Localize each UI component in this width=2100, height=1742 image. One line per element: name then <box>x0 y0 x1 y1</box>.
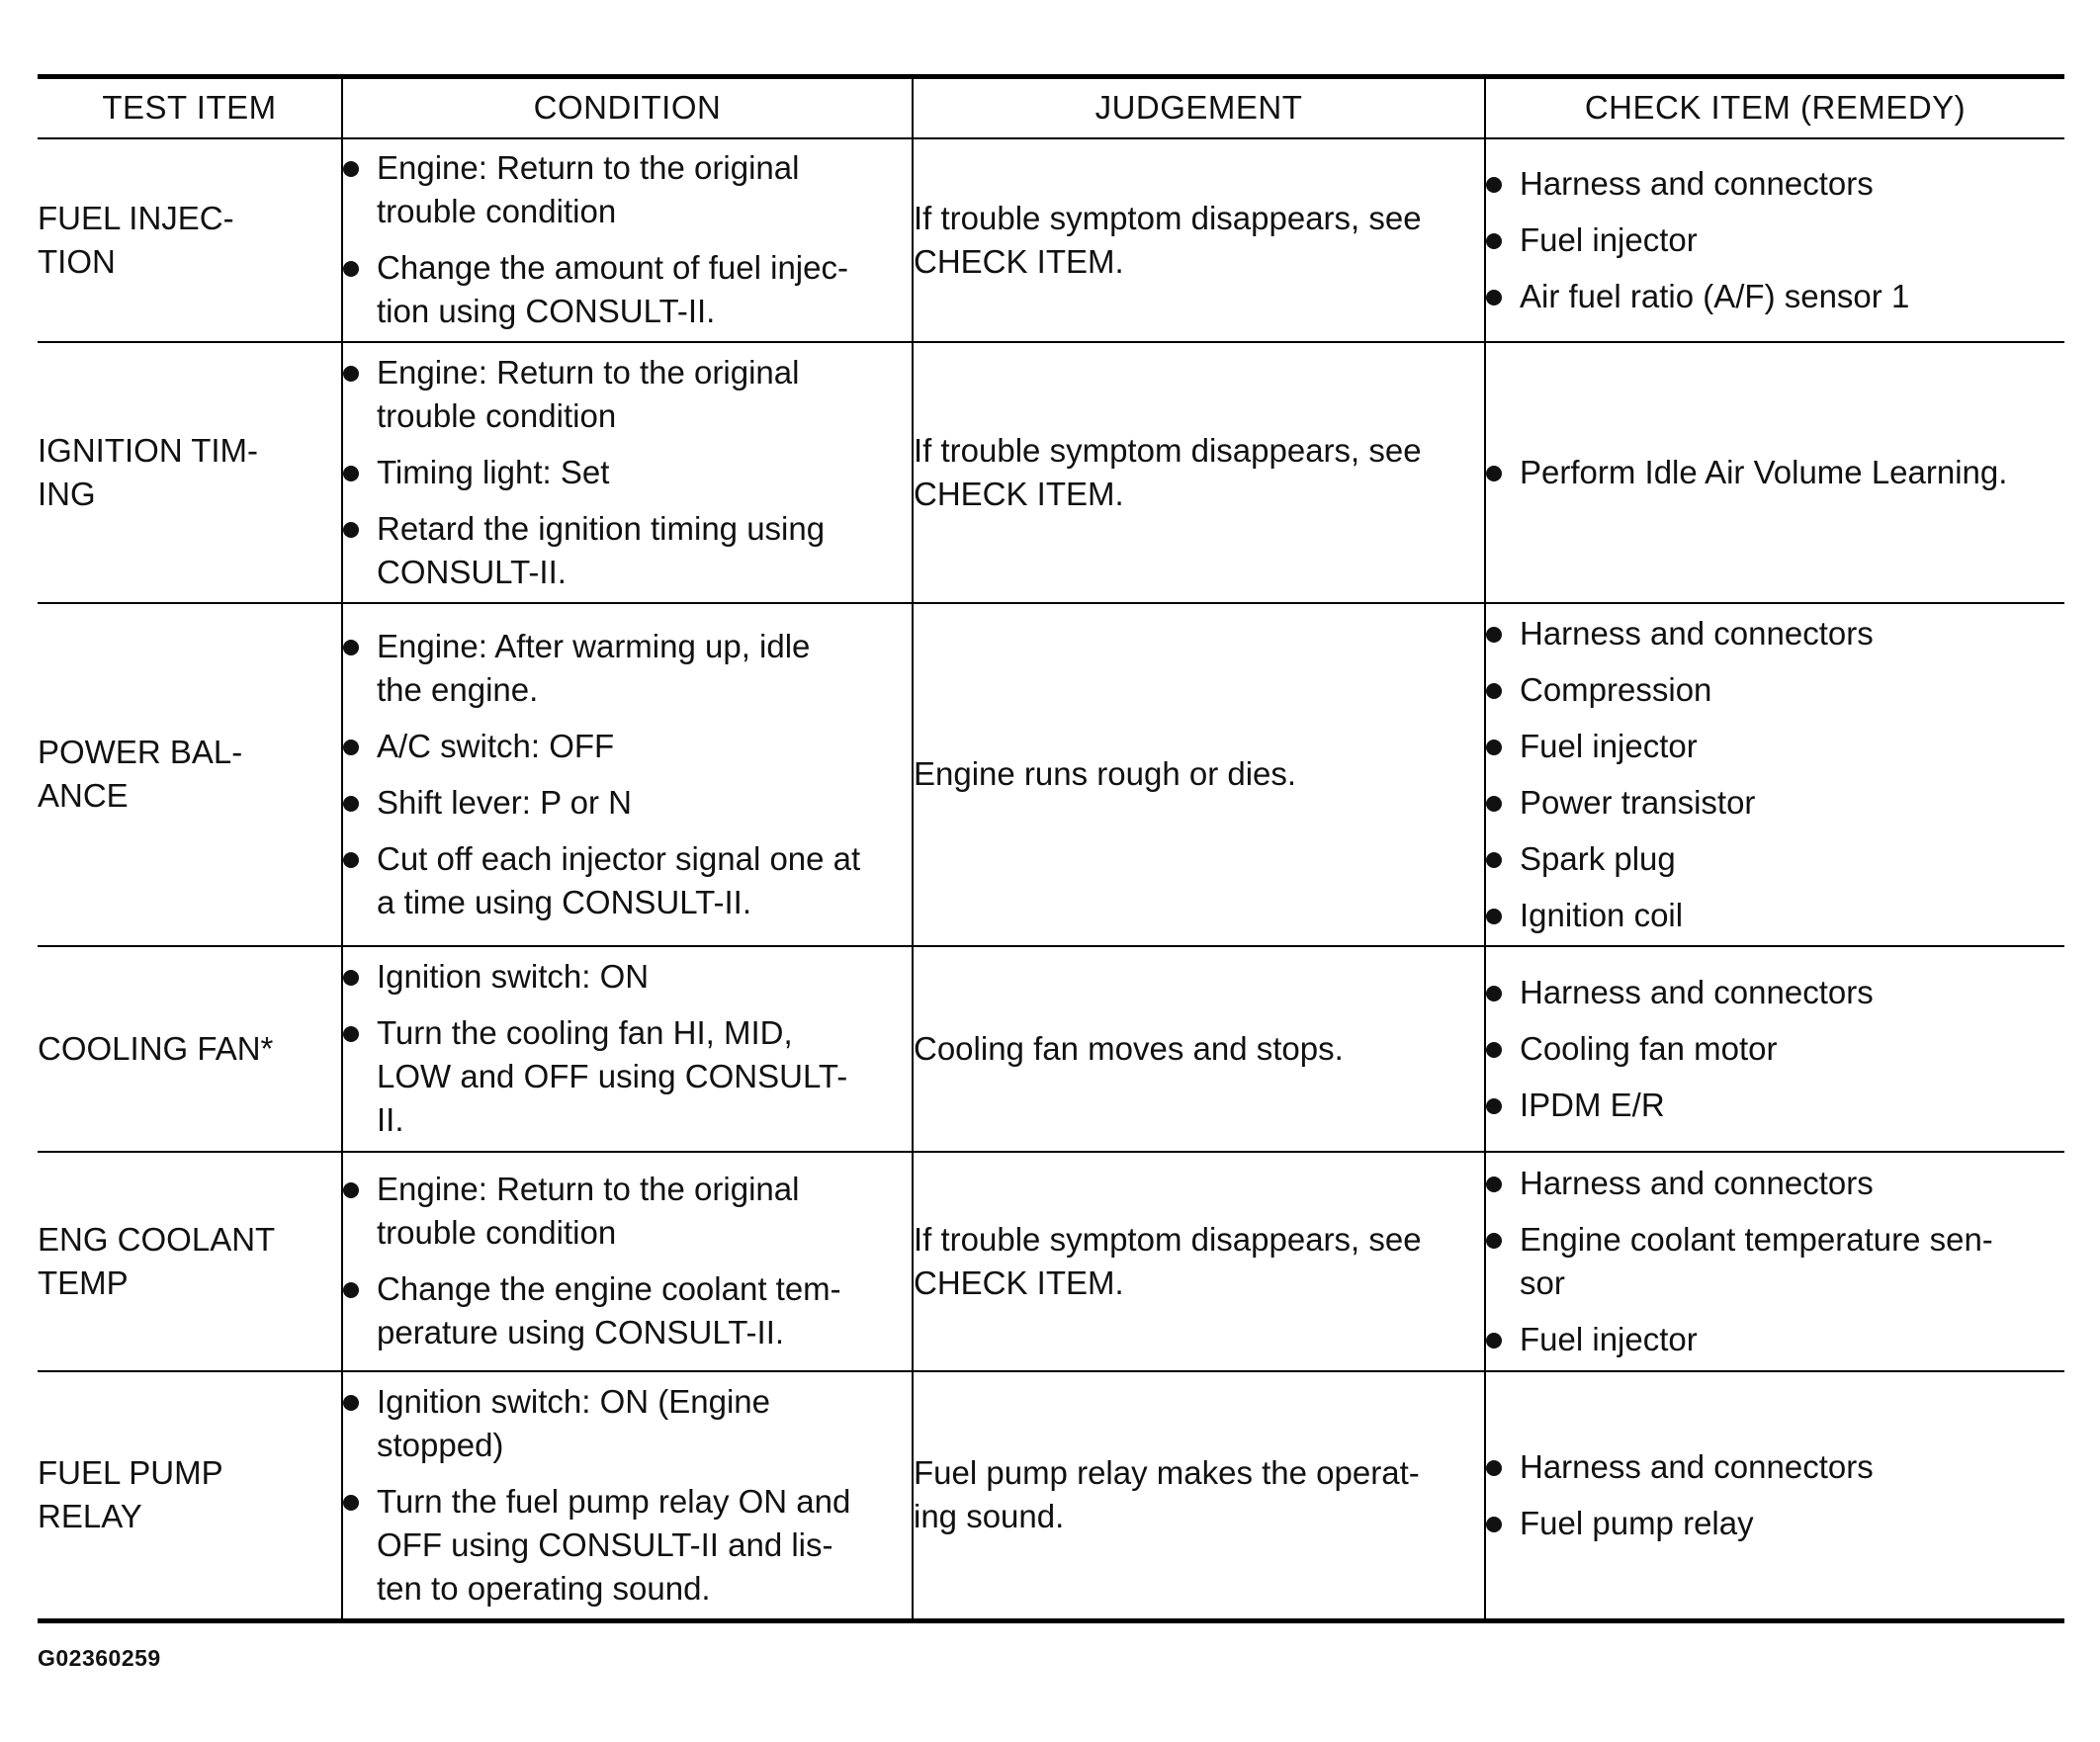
bullet-icon <box>1486 466 1502 481</box>
check-item: Engine coolant temperature sen- sor <box>1486 1218 2064 1305</box>
check-item: Harness and connectors <box>1486 971 2064 1014</box>
condition-item: Engine: Return to the original trouble condition <box>343 146 912 233</box>
condition-item: Change the amount of fuel injec- tion using CONSULT-II. <box>343 246 912 333</box>
bullet-icon <box>343 466 359 481</box>
condition-cell <box>342 342 913 603</box>
test-item-label: POWER BAL- ANCE <box>38 734 243 814</box>
check-item: Spark plug <box>1486 837 2064 881</box>
check-list <box>1486 451 2064 494</box>
table-row <box>38 946 2064 1152</box>
check-list <box>1486 162 2064 318</box>
test-item-cell <box>38 946 342 1152</box>
condition-item: Cut off each injector signal one at a time using CONSULT-II. <box>343 837 912 924</box>
condition-list <box>343 625 912 924</box>
condition-item: Timing light: Set <box>343 451 912 494</box>
check-item: Fuel injector <box>1486 1318 2064 1361</box>
bullet-icon <box>343 640 359 655</box>
bullet-icon <box>343 522 359 538</box>
check-item: Fuel injector <box>1486 725 2064 768</box>
check-item: Fuel pump relay <box>1486 1502 2064 1545</box>
judgement-text: If trouble symptom disappears, see CHECK ITEM. <box>914 199 1422 280</box>
test-item-label: COOLING FAN* <box>38 1029 274 1067</box>
check-item: IPDM E/R <box>1486 1084 2064 1127</box>
bullet-icon <box>1486 1460 1502 1476</box>
check-item: Compression <box>1486 668 2064 712</box>
test-item-cell <box>38 1152 342 1371</box>
condition-cell <box>342 603 913 946</box>
check-item-cell <box>1485 342 2064 603</box>
check-item: Power transistor <box>1486 781 2064 825</box>
condition-list <box>343 146 912 333</box>
judgement-text: Cooling fan moves and stops. <box>914 1029 1344 1067</box>
table-row <box>38 1371 2064 1621</box>
judgement-cell <box>913 603 1485 946</box>
condition-item: Shift lever: P or N <box>343 781 912 825</box>
condition-list <box>343 1168 912 1354</box>
bullet-icon <box>1486 683 1502 699</box>
test-item-label: ENG COOLANT TEMP <box>38 1220 276 1301</box>
test-item-label: IGNITION TIM- ING <box>38 431 259 512</box>
condition-item: Engine: After warming up, idle the engine. <box>343 625 912 712</box>
table-body <box>38 138 2064 1621</box>
condition-list <box>343 955 912 1142</box>
bullet-icon <box>343 261 359 277</box>
header-check-item: CHECK ITEM (REMEDY) <box>1485 77 2064 138</box>
condition-item: Turn the fuel pump relay ON and OFF using CONSULT-II and lis- ten to operating sound. <box>343 1480 912 1611</box>
check-item-cell <box>1485 1152 2064 1371</box>
judgement-text: If trouble symptom disappears, see CHECK ITEM. <box>914 431 1422 512</box>
test-item-label: FUEL PUMP RELAY <box>38 1454 223 1535</box>
bullet-icon <box>1486 796 1502 812</box>
bullet-icon <box>343 796 359 812</box>
condition-cell <box>342 1152 913 1371</box>
check-item-cell <box>1485 138 2064 342</box>
judgement-cell <box>913 1152 1485 1371</box>
active-test-table <box>38 74 2064 1623</box>
check-item: Harness and connectors <box>1486 612 2064 655</box>
header-test-item: TEST ITEM <box>38 77 342 138</box>
condition-item: Engine: Return to the original trouble condition <box>343 1168 912 1255</box>
bullet-icon <box>1486 1517 1502 1532</box>
check-item: Harness and connectors <box>1486 162 2064 206</box>
table-row <box>38 342 2064 603</box>
table-row <box>38 138 2064 342</box>
header-condition: CONDITION <box>342 77 913 138</box>
condition-item: Ignition switch: ON (Engine stopped) <box>343 1380 912 1467</box>
check-item: Cooling fan motor <box>1486 1027 2064 1071</box>
check-list <box>1486 971 2064 1127</box>
condition-cell <box>342 946 913 1152</box>
bullet-icon <box>343 970 359 986</box>
bullet-icon <box>1486 290 1502 305</box>
bullet-icon <box>343 852 359 868</box>
condition-item: Ignition switch: ON <box>343 955 912 999</box>
test-item-cell <box>38 138 342 342</box>
bullet-icon <box>343 161 359 177</box>
bullet-icon <box>1486 1333 1502 1349</box>
condition-cell <box>342 138 913 342</box>
table-row <box>38 1152 2064 1371</box>
judgement-text: Fuel pump relay makes the operat- ing sound. <box>914 1454 1420 1535</box>
bullet-icon <box>343 1395 359 1411</box>
test-item-cell <box>38 1371 342 1621</box>
condition-item: A/C switch: OFF <box>343 725 912 768</box>
check-item: Ignition coil <box>1486 894 2064 937</box>
test-item-cell <box>38 603 342 946</box>
check-list <box>1486 1445 2064 1545</box>
check-item-cell <box>1485 1371 2064 1621</box>
check-item: Fuel injector <box>1486 218 2064 262</box>
bullet-icon <box>343 1026 359 1042</box>
check-list <box>1486 1162 2064 1361</box>
bullet-icon <box>343 366 359 382</box>
check-list <box>1486 612 2064 937</box>
bullet-icon <box>1486 1233 1502 1249</box>
condition-cell <box>342 1371 913 1621</box>
bullet-icon <box>1486 1042 1502 1058</box>
condition-item: Retard the ignition timing using CONSULT-II. <box>343 507 912 594</box>
check-item-cell <box>1485 946 2064 1152</box>
check-item: Air fuel ratio (A/F) sensor 1 <box>1486 275 2064 318</box>
bullet-icon <box>343 1495 359 1511</box>
condition-item: Turn the cooling fan HI, MID, LOW and OFF using CONSULT- II. <box>343 1011 912 1142</box>
figure-code: G02360259 <box>38 1645 161 1671</box>
header-row <box>38 77 2064 138</box>
test-item-cell <box>38 342 342 603</box>
bullet-icon <box>1486 986 1502 1002</box>
judgement-text: If trouble symptom disappears, see CHECK ITEM. <box>914 1220 1422 1301</box>
bullet-icon <box>1486 177 1502 193</box>
judgement-cell <box>913 342 1485 603</box>
judgement-cell <box>913 138 1485 342</box>
table-header <box>38 77 2064 138</box>
check-item: Perform Idle Air Volume Learning. <box>1486 451 2064 494</box>
judgement-cell <box>913 946 1485 1152</box>
bullet-icon <box>343 1282 359 1298</box>
condition-item: Engine: Return to the original trouble condition <box>343 351 912 438</box>
header-judgement: JUDGEMENT <box>913 77 1485 138</box>
check-item: Harness and connectors <box>1486 1162 2064 1205</box>
bullet-icon <box>1486 1098 1502 1114</box>
judgement-text: Engine runs rough or dies. <box>914 755 1297 792</box>
test-item-label: FUEL INJEC- TION <box>38 199 234 280</box>
table-row <box>38 603 2064 946</box>
bullet-icon <box>1486 740 1502 755</box>
bullet-icon <box>1486 852 1502 868</box>
bullet-icon <box>1486 1176 1502 1192</box>
bullet-icon <box>1486 909 1502 924</box>
condition-list <box>343 351 912 594</box>
check-item-cell <box>1485 603 2064 946</box>
condition-item: Change the engine coolant tem- perature using CONSULT-II. <box>343 1267 912 1354</box>
bullet-icon <box>343 740 359 755</box>
check-item: Harness and connectors <box>1486 1445 2064 1489</box>
judgement-cell <box>913 1371 1485 1621</box>
bullet-icon <box>1486 233 1502 249</box>
bullet-icon <box>1486 627 1502 643</box>
bullet-icon <box>343 1182 359 1198</box>
condition-list <box>343 1380 912 1611</box>
